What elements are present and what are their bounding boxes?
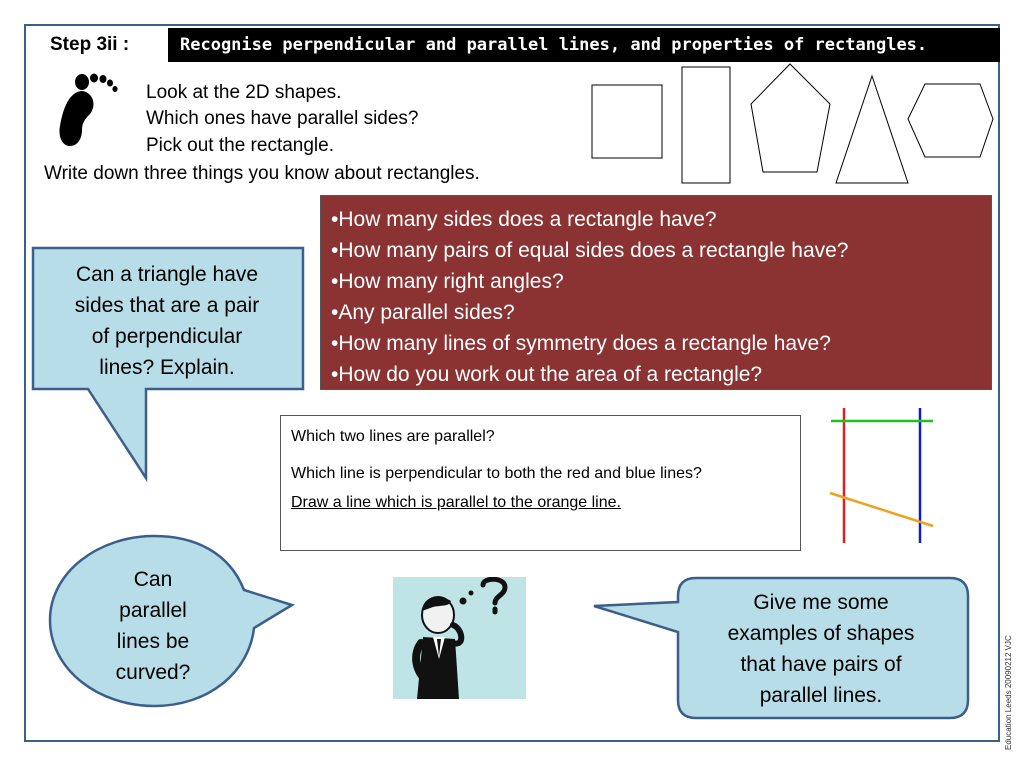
question-item: •How many lines of symmetry does a rectangle have? [331, 332, 831, 355]
callout-line: Give me some [753, 591, 889, 614]
callout-line: Can a triangle have [75, 263, 259, 286]
triangle-callout [34, 259, 300, 383]
thinking-person-image [393, 577, 526, 699]
callout-line: curved? [115, 661, 191, 684]
square-shape [592, 85, 662, 158]
question-item: •How do you work out the area of a rectangle? [331, 363, 763, 386]
question-item: •How many sides does a rectangle have? [331, 208, 717, 231]
question-item: •How many pairs of equal sides does a rectangle have? [331, 239, 849, 262]
lines-question: Which two lines are parallel? [291, 428, 495, 445]
step-label: Step 3ii : [50, 34, 130, 55]
footprint-icon [52, 70, 122, 150]
curved-callout [93, 564, 213, 688]
callout-line: lines be [116, 630, 190, 653]
callout-line: that have pairs of [740, 653, 902, 676]
lines-question: Which line is perpendicular to both the red and blue lines? [291, 465, 702, 482]
instruction-line: Write down three things you know about rectangles. [44, 163, 480, 184]
callout-line: lines? Explain. [99, 356, 235, 379]
examples-callout [686, 587, 956, 711]
orange-line [830, 493, 933, 526]
callout-line: parallel lines. [759, 684, 883, 707]
footer-credit: Education Leeds 20090212 VJC [1004, 635, 1013, 750]
rectangle-shape [682, 67, 730, 183]
lines-diagram [825, 405, 940, 550]
lines-question: Draw a line which is parallel to the orange line. [291, 494, 621, 511]
callout-line: parallel [119, 599, 187, 622]
callout-line: Can [133, 568, 173, 591]
thinking-person-icon [393, 577, 526, 699]
title-banner: Recognise perpendicular and parallel lines, and properties of rectangles. [168, 28, 1000, 62]
instruction-line: Look at the 2D shapes. [146, 82, 342, 103]
callout-line: sides that are a pair [74, 294, 260, 317]
pentagon-shape [751, 64, 830, 172]
triangle-shape [836, 76, 908, 183]
lines-questions-box [280, 415, 801, 551]
question-item: •How many right angles? [331, 270, 564, 293]
callout-line: of perpendicular [91, 325, 243, 348]
rectangle-questions-box [320, 195, 992, 390]
hexagon-shape [908, 84, 993, 157]
callout-line: examples of shapes [727, 622, 915, 645]
instruction-line: Pick out the rectangle. [146, 135, 334, 156]
shapes-diagram [585, 62, 1000, 187]
question-item: •Any parallel sides? [331, 301, 515, 324]
instruction-line: Which ones have parallel sides? [146, 108, 419, 129]
